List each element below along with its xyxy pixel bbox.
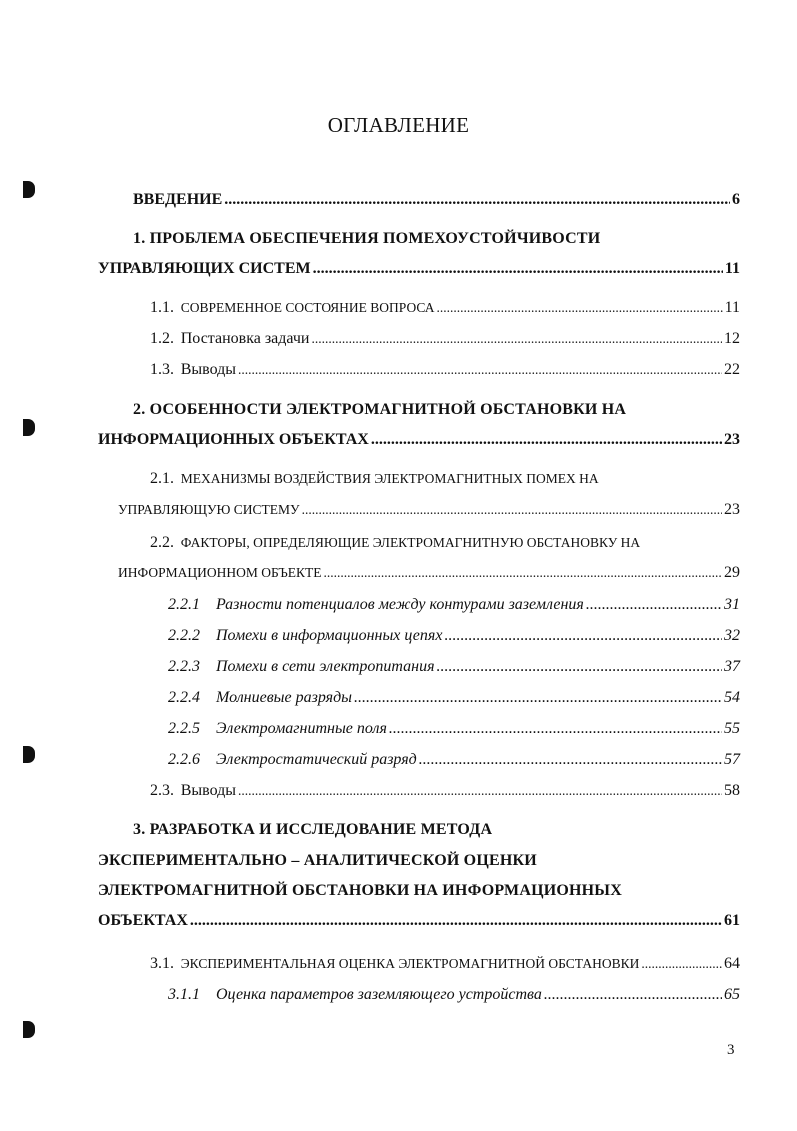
- punch-hole: [23, 419, 35, 436]
- dot-leader: [238, 362, 722, 378]
- dot-leader: [436, 300, 722, 316]
- toc-page-number: 22: [724, 361, 740, 378]
- toc-chapter-1-title[interactable]: 1. ПРОБЛЕМА ОБЕСПЕЧЕНИЯ ПОМЕХОУСТОЙЧИВОСТИ: [133, 230, 601, 247]
- toc-page-number: 57: [724, 751, 740, 768]
- dot-leader: [313, 260, 723, 278]
- section-number: 2.3.: [150, 782, 174, 799]
- toc-entry-2-1[interactable]: [118, 501, 740, 527]
- toc-page-number: 32: [724, 627, 740, 644]
- toc-entry-text: Постановка задачи: [180, 330, 310, 347]
- toc-page-number: 61: [724, 912, 740, 929]
- toc-entry-text: ИНФОРМАЦИОННЫХ ОБЪЕКТАХ: [98, 431, 369, 448]
- toc-entry-text: ОБЪЕКТАХ: [98, 912, 188, 929]
- dot-leader: [323, 565, 722, 581]
- toc-page-number: 64: [724, 955, 740, 972]
- toc-entry-text: 3.1.1 Оценка параметров заземляющего устройства: [168, 986, 542, 1003]
- dot-leader: [354, 689, 722, 707]
- dot-leader: [302, 502, 722, 518]
- section-number: 1.2.: [150, 330, 174, 347]
- page-title: ОГЛАВЛЕНИЕ: [327, 113, 470, 137]
- toc-entry-text: УПРАВЛЯЮЩУЮ СИСТЕМУ: [118, 502, 300, 517]
- toc-entry-text: 2.2.6 Электростатический разряд: [168, 751, 417, 768]
- toc-entry-text: ИНФОРМАЦИОННОМ ОБЪЕКТЕ: [118, 565, 322, 580]
- toc-chapter-3-title[interactable]: 3. РАЗРАБОТКА И ИССЛЕДОВАНИЕ МЕТОДА: [133, 821, 493, 838]
- toc-entry-2-2-4[interactable]: [168, 689, 740, 715]
- section-number: 1.1.: [150, 299, 174, 316]
- toc-page-number: 11: [724, 260, 740, 277]
- toc-chapter-2-title[interactable]: 2. ОСОБЕННОСТИ ЭЛЕКТРОМАГНИТНОЙ ОБСТАНОВКИ НА: [133, 401, 627, 418]
- toc-entry-3-1[interactable]: [150, 955, 740, 981]
- dot-leader: [444, 627, 722, 645]
- toc-entry-2-2-3[interactable]: [168, 658, 740, 684]
- toc-page-number: 54: [724, 689, 740, 706]
- toc-entry-2-2-5[interactable]: [168, 720, 740, 746]
- toc-section-2-2-title[interactable]: [150, 534, 640, 560]
- toc-entry-1-1[interactable]: [150, 299, 740, 325]
- toc-entry-text: 2.2.1 Разности потенциалов между контурами заземления: [168, 596, 584, 613]
- toc-page-number: 55: [724, 720, 740, 737]
- toc-page-number: 37: [724, 658, 740, 675]
- toc-page-number: 29: [724, 564, 740, 581]
- toc-entry-text: ФАКТОРЫ, ОПРЕДЕЛЯЮЩИЕ ЭЛЕКТРОМАГНИТНУЮ ОБСТАНОВКУ НА: [180, 535, 641, 550]
- toc-entry-2-2[interactable]: [118, 564, 740, 590]
- punch-hole: [23, 1021, 35, 1038]
- toc-entry-chapter-3[interactable]: [98, 912, 740, 938]
- section-number: 3.1.: [150, 955, 174, 972]
- toc-entry-text: МЕХАНИЗМЫ ВОЗДЕЙСТВИЯ ЭЛЕКТРОМАГНИТНЫХ ПОМЕХ НА: [180, 471, 599, 486]
- dot-leader: [437, 658, 722, 676]
- dot-leader: [224, 191, 730, 209]
- toc-section-2-1-title[interactable]: [150, 470, 599, 496]
- toc-entry-text: ЭКСПЕРИМЕНТАЛЬНАЯ ОЦЕНКА ЭЛЕКТРОМАГНИТНОЙ ОБСТАНОВКИ: [180, 956, 640, 971]
- dot-leader: [389, 720, 722, 738]
- punch-hole: [23, 746, 35, 763]
- dot-leader: [586, 596, 722, 614]
- toc-page-number: 23: [724, 431, 740, 448]
- toc-entry-2-2-1[interactable]: [168, 596, 740, 622]
- dot-leader: [544, 986, 722, 1004]
- toc-page-number: 6: [732, 191, 740, 208]
- dot-leader: [641, 956, 722, 972]
- punch-hole: [23, 181, 35, 198]
- section-number: 2.1.: [150, 470, 174, 487]
- toc-entry-1-3[interactable]: [150, 361, 740, 387]
- section-number: 1.3.: [150, 361, 174, 378]
- dot-leader: [190, 912, 722, 930]
- toc-entry-text: СОВРЕМЕННОЕ СОСТОЯНИЕ ВОПРОСА: [180, 300, 435, 315]
- toc-entry-text: 2.2.5 Электромагнитные поля: [168, 720, 387, 737]
- dot-leader: [311, 331, 722, 347]
- toc-entry-introduction[interactable]: [133, 191, 740, 217]
- toc-page-number: 11: [724, 299, 740, 316]
- toc-page-number: 58: [724, 782, 740, 799]
- toc-entry-2-2-6[interactable]: [168, 751, 740, 777]
- toc-entry-text: 2.2.4 Молниевые разряды: [168, 689, 352, 706]
- dot-leader: [419, 751, 722, 769]
- toc-entry-2-2-2[interactable]: [168, 627, 740, 653]
- toc-page-number: 12: [724, 330, 740, 347]
- toc-entry-text: Выводы: [180, 361, 237, 378]
- toc-chapter-3-title-line2[interactable]: ЭКСПЕРИМЕНТАЛЬНО – АНАЛИТИЧЕСКОЙ ОЦЕНКИ: [98, 852, 537, 869]
- toc-entry-2-3[interactable]: [150, 782, 740, 808]
- toc-entry-chapter-2[interactable]: [98, 431, 740, 457]
- toc-entry-text: УПРАВЛЯЮЩИХ СИСТЕМ: [98, 260, 311, 277]
- toc-entry-text: ВВЕДЕНИЕ: [133, 191, 223, 208]
- section-number: 2.2.: [150, 534, 174, 551]
- toc-page-number: 31: [724, 596, 740, 613]
- dot-leader: [371, 431, 722, 449]
- toc-entry-1-2[interactable]: [150, 330, 740, 356]
- toc-entry-text: Выводы: [180, 782, 237, 799]
- dot-leader: [238, 783, 722, 799]
- toc-page-number: 65: [724, 986, 740, 1003]
- toc-chapter-3-title-line3[interactable]: ЭЛЕКТРОМАГНИТНОЙ ОБСТАНОВКИ НА ИНФОРМАЦИОННЫХ: [98, 882, 622, 899]
- toc-entry-text: 2.2.2 Помехи в информационных цепях: [168, 627, 443, 644]
- page-number: 3: [727, 1042, 735, 1058]
- toc-entry-3-1-1[interactable]: [168, 986, 740, 1012]
- toc-page-number: 23: [724, 501, 740, 518]
- toc-entry-text: 2.2.3 Помехи в сети электропитания: [168, 658, 435, 675]
- toc-entry-chapter-1[interactable]: [98, 260, 740, 286]
